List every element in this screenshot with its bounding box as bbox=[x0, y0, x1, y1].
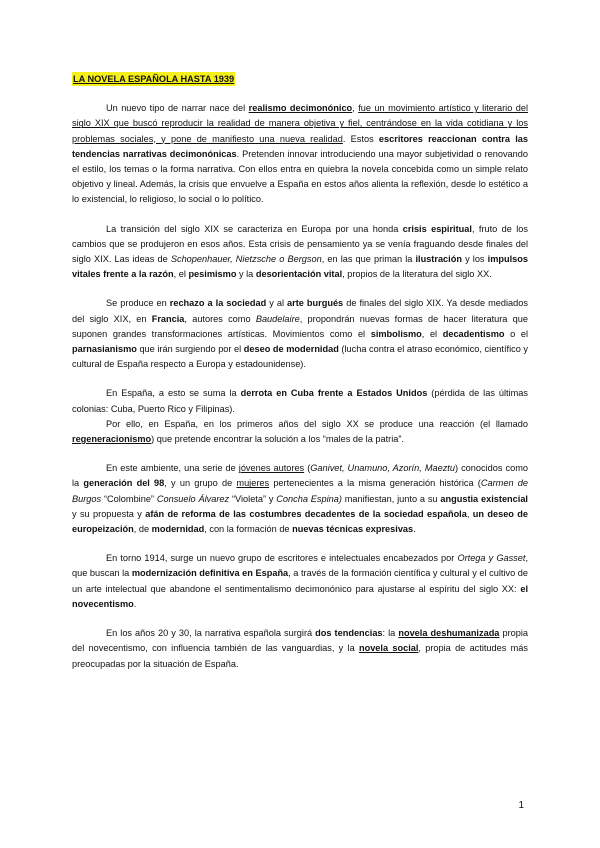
text: manifiestan, junto a su bbox=[341, 493, 441, 504]
bold-text: el novecentismo bbox=[72, 583, 528, 609]
text: Un nuevo tipo de narrar nace del bbox=[106, 103, 249, 114]
bold-underline-text: regeneracionismo bbox=[72, 434, 152, 445]
text: (pérdida de las últimas colonias: Cuba, Puerto Rico y Filipinas). bbox=[72, 388, 528, 414]
bold-text: un deseo de europeización bbox=[72, 508, 529, 535]
text: : la bbox=[382, 628, 399, 639]
bold-underline-text: novela social bbox=[358, 643, 419, 654]
text: . Pretenden innovar introduciendo una mayor subjetividad o renovando el estilo, los temas o la forma narrativa. Con ellos entra en quiebra la novela concebida como un simple relato objetivo y lineal. Además, la crisis que envuelve a España en estos años alienta la reflexión, desde lo estético a lo existencial, lo religioso, lo social o lo político. bbox=[72, 148, 528, 205]
italic-text: Ganivet, Unamuno, Azorín, Maeztu bbox=[310, 463, 455, 474]
bold-text: modernidad bbox=[151, 524, 205, 535]
italic-text: Concha Espina) bbox=[276, 493, 342, 504]
italic-text: Consuelo Álvarez bbox=[156, 493, 230, 504]
text: , propia de actitudes más preocupadas por la situación de España. bbox=[72, 643, 528, 669]
bold-text: impulsos vitales frente a la razón bbox=[72, 254, 528, 280]
text: y su propuesta y bbox=[72, 508, 146, 519]
text: , propondrán nuevas formas de hacer literatura que suponen grandes transformaciones artísticas. Movimientos como el bbox=[72, 313, 528, 339]
text: ) que pretende encontrar la solución a los “males de la patria”. bbox=[151, 434, 404, 445]
text: . bbox=[133, 598, 137, 609]
text: , el bbox=[421, 328, 443, 339]
underline-text: fue un movimiento artístico y literario del siglo XIX que buscó reproducir la realidad de manera objetiva y fiel, centrándose en la vida cotidiana y los problemas sociales, y pone de manifiesto una nueva realidad bbox=[72, 103, 529, 144]
text: , propios de la literatura del siglo XX. bbox=[342, 269, 492, 280]
document-page bbox=[72, 72, 528, 672]
bold-text: dos tendencias bbox=[315, 628, 383, 639]
text: En España, a esto se suma la bbox=[106, 388, 241, 399]
text: , bbox=[466, 508, 473, 519]
text: , a través de la formación científica y cultural y el cultivo de un arte intelectual que abandone el sentimentalismo decimonónico para ajustarse al espíritu del siglo XX: bbox=[72, 568, 528, 594]
text: , autores como bbox=[184, 313, 256, 324]
underline-text: jóvenes autores bbox=[238, 463, 305, 474]
bold-underline-text: novela deshumanizada bbox=[398, 628, 500, 639]
text: , y un grupo de bbox=[164, 478, 237, 489]
underline-text: mujeres bbox=[236, 478, 270, 489]
italic-text: Schopenhauer, Nietzsche o Bergson bbox=[170, 254, 322, 265]
bold-text: generación del 98 bbox=[83, 478, 165, 489]
text: Se produce en bbox=[106, 298, 170, 309]
paragraph-3 bbox=[72, 296, 528, 372]
bold-text: Francia bbox=[151, 313, 185, 324]
text: La transición del siglo XIX se caracteriza en Europa por una honda bbox=[106, 223, 403, 234]
text: (lucha contra el atraso económico, científico y cultural de España respecto a Europa y estadounidense). bbox=[72, 344, 528, 370]
text: de finales del siglo XIX. Ya desde mediados del siglo XIX, en bbox=[72, 298, 528, 324]
bold-text: afán de reforma de las costumbres decadentes de la sociedad española bbox=[145, 508, 467, 519]
bold-text: decadentismo bbox=[442, 328, 505, 339]
bold-text: escritores reaccionan contra las tendencias narrativas decimonónicas bbox=[72, 133, 528, 159]
paragraph-8 bbox=[72, 626, 528, 672]
text: , bbox=[352, 103, 359, 114]
bold-text: modernización definitiva en España bbox=[131, 568, 289, 579]
text: , con la formación de bbox=[204, 524, 293, 535]
text: . Estos bbox=[342, 133, 379, 144]
text: , que buscan la bbox=[72, 553, 528, 579]
text: pertenecientes a la misma generación histórica ( bbox=[269, 478, 481, 489]
text: ) conocidos como la bbox=[72, 463, 528, 489]
bold-underline-text: realismo decimonónico bbox=[248, 103, 353, 114]
text: En este ambiente, una serie de bbox=[106, 463, 239, 474]
text: Por ello, en España, en los primeros años del siglo XX se produce una reacción (el llamado bbox=[106, 418, 528, 429]
bold-text: deseo de modernidad bbox=[243, 344, 339, 355]
italic-text: Carmen de Burgos bbox=[72, 478, 528, 504]
bold-text: nuevas técnicas expresivas bbox=[292, 524, 414, 535]
text: En torno 1914, surge un nuevo grupo de escritores e intelectuales encabezados por bbox=[106, 553, 458, 564]
text: “Violeta” y bbox=[229, 493, 277, 504]
paragraph-5 bbox=[72, 417, 528, 447]
paragraph-1 bbox=[72, 101, 528, 207]
paragraph-7 bbox=[72, 551, 528, 612]
text: . bbox=[413, 524, 416, 535]
text: propia del novecentismo, con influencia también de las vanguardias, y la bbox=[72, 628, 529, 654]
bold-text: simbolismo bbox=[370, 328, 422, 339]
bold-text: derrota en Cuba frente a Estados Unidos bbox=[240, 388, 428, 399]
italic-text: Baudelaire bbox=[255, 313, 300, 324]
bold-text: crisis espiritual bbox=[402, 223, 472, 234]
text: que irán surgiendo por el bbox=[136, 344, 244, 355]
bold-text: rechazo a la sociedad bbox=[169, 298, 267, 309]
bold-text: parnasianismo bbox=[72, 344, 137, 355]
bold-text: desorientación vital bbox=[255, 269, 343, 280]
text: , fruto de los cambios que se produjeron en esos años. Esta crisis de pensamiento ya se venía fraguando desde finales del siglo XIX. Las ideas de bbox=[72, 223, 528, 265]
text: y los bbox=[461, 254, 488, 265]
bold-text: angustia existencial bbox=[440, 493, 528, 504]
bold-text: arte burgués bbox=[287, 298, 344, 309]
bold-text: ilustración bbox=[415, 254, 462, 265]
text: , el bbox=[173, 269, 189, 280]
text: En los años 20 y 30, la narrativa española surgirá bbox=[106, 628, 316, 639]
italic-text: Ortega y Gasset bbox=[457, 553, 526, 564]
paragraph-2 bbox=[72, 222, 528, 283]
paragraph-6 bbox=[72, 461, 528, 537]
bold-text: pesimismo bbox=[188, 269, 237, 280]
text: o el bbox=[504, 328, 528, 339]
document-title: LA NOVELA ESPAÑOLA HASTA 1939 bbox=[73, 74, 235, 84]
text: “Colombine” bbox=[101, 493, 157, 504]
text: , en las que priman la bbox=[321, 254, 416, 265]
text: y al bbox=[266, 298, 288, 309]
page-number: 1 bbox=[518, 800, 524, 811]
paragraph-4 bbox=[72, 386, 528, 416]
text: ( bbox=[304, 463, 311, 474]
text: , de bbox=[133, 524, 152, 535]
text: y la bbox=[236, 269, 256, 280]
